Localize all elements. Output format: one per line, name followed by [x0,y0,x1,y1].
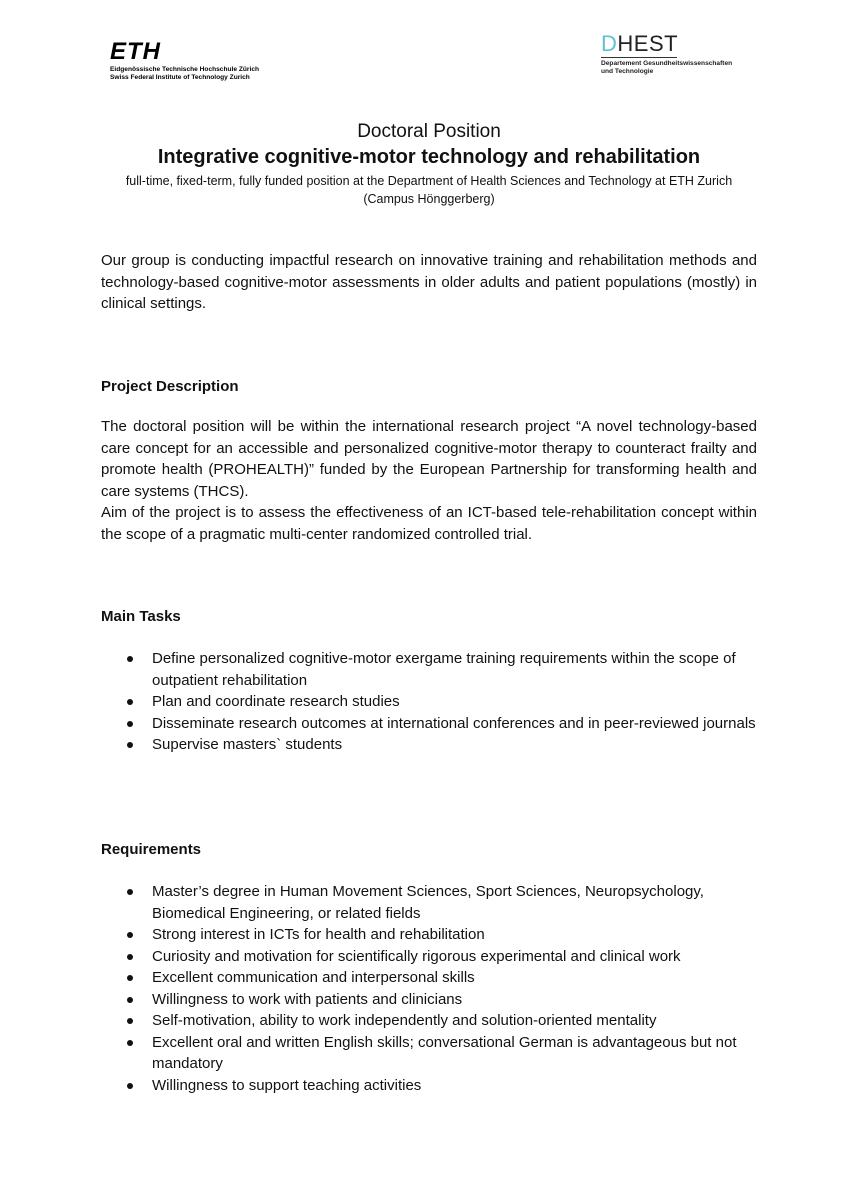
dhest-logo-line-2: und Technologie [601,68,654,75]
main-tasks-list [101,648,757,756]
dhest-wordmark-rest: HEST [617,31,679,56]
list-item-text: Supervise masters` students [152,736,343,753]
requirements-list [101,881,757,1096]
dhest-logo-line-1: Departement Gesundheitswissenschaften [601,60,733,67]
list-item-text: Master’s degree in Human Movement Sciences, Sport Sciences, Neuropsychology, Biomedical Engineering, or related fields [152,883,704,922]
list-item-text: Define personalized cognitive-motor exergame training requirements within the scope of outpatient rehabilitation [152,650,736,689]
list-item-text: Willingness to work with patients and clinicians [152,990,463,1008]
project-description-heading: Project Description [101,378,239,395]
bullet-icon [127,932,133,938]
bullet-icon [127,975,133,981]
project-description-body [101,416,757,545]
position-label: Doctoral Position [357,121,501,142]
project-paragraph-2: Aim of the project is to assess the effectiveness of an ICT-based tele-rehabilitation concept within the scope of a pragmatic multi-center randomized controlled trial. [101,504,757,543]
list-item-text: Strong interest in ICTs for health and rehabilitation [152,926,485,943]
bullet-icon [127,997,133,1003]
list-item-text: Curiosity and motivation for scientifically rigorous experimental and clinical work [152,947,681,965]
title-block [100,120,758,208]
list-item [101,1010,757,1032]
list-item [101,967,757,989]
list-item-text: Willingness to support teaching activities [152,1076,422,1094]
bullet-icon [127,1040,133,1046]
page-title: Integrative cognitive-motor technology and rehabilitation [157,146,701,168]
list-item [101,924,757,946]
dhest-wordmark [601,32,732,56]
list-item [101,648,757,691]
bullet-icon [127,742,133,748]
bullet-icon [127,721,133,727]
eth-wordmark: ETH [110,38,161,65]
intro-paragraph [101,250,757,315]
list-item-text: Excellent communication and interpersonal skills [152,969,475,986]
list-item [101,691,757,713]
list-item-text: Disseminate research outcomes at international conferences and in peer-reviewed journals [152,714,756,732]
dhest-wordmark-accent: D [601,31,618,56]
bullet-icon [127,656,133,662]
main-tasks-heading: Main Tasks [101,608,181,625]
list-item-text: Plan and coordinate research studies [152,693,400,710]
intro-text: Our group is conducting impactful research on innovative training and rehabilitation methods and technology-based cognitive-motor assessments in older adults and patient populations (mostly) in clinical settings. [101,252,757,312]
dhest-logo [601,32,732,76]
title-subtitle-line-2: (Campus Hönggerberg) [363,192,495,206]
dhest-divider [601,57,677,58]
eth-logo-line-1: Eidgenössische Technische Hochschule Zürich [110,66,260,73]
bullet-icon [127,954,133,960]
list-item [101,1032,757,1075]
list-item-text: Excellent oral and written English skills; conversational German is advantageous but not mandatory [152,1033,737,1072]
list-item [101,713,757,735]
bullet-icon [127,1083,133,1089]
eth-logo-line-2: Swiss Federal Institute of Technology Zurich [110,74,250,81]
list-item [101,989,757,1011]
list-item [101,1075,757,1097]
project-paragraph-1: The doctoral position will be within the international research project “A novel technology-based care concept for an accessible and personalized cognitive-motor therapy to counteract frailty and promote health (PROHEALTH)” funded by the European Partnership for transforming health and care systems (THCS). [101,418,757,500]
bullet-icon [127,1018,133,1024]
eth-logo [110,40,259,82]
bullet-icon [127,699,133,705]
list-item [101,881,757,924]
title-subtitle-line-1: full-time, fixed-term, fully funded position at the Department of Health Sciences and Technology at ETH Zurich [125,174,733,188]
list-item [101,946,757,968]
list-item [101,734,757,756]
requirements-heading: Requirements [101,841,202,858]
bullet-icon [127,889,133,895]
list-item-text: Self-motivation, ability to work independently and solution-oriented mentality [152,1012,657,1029]
